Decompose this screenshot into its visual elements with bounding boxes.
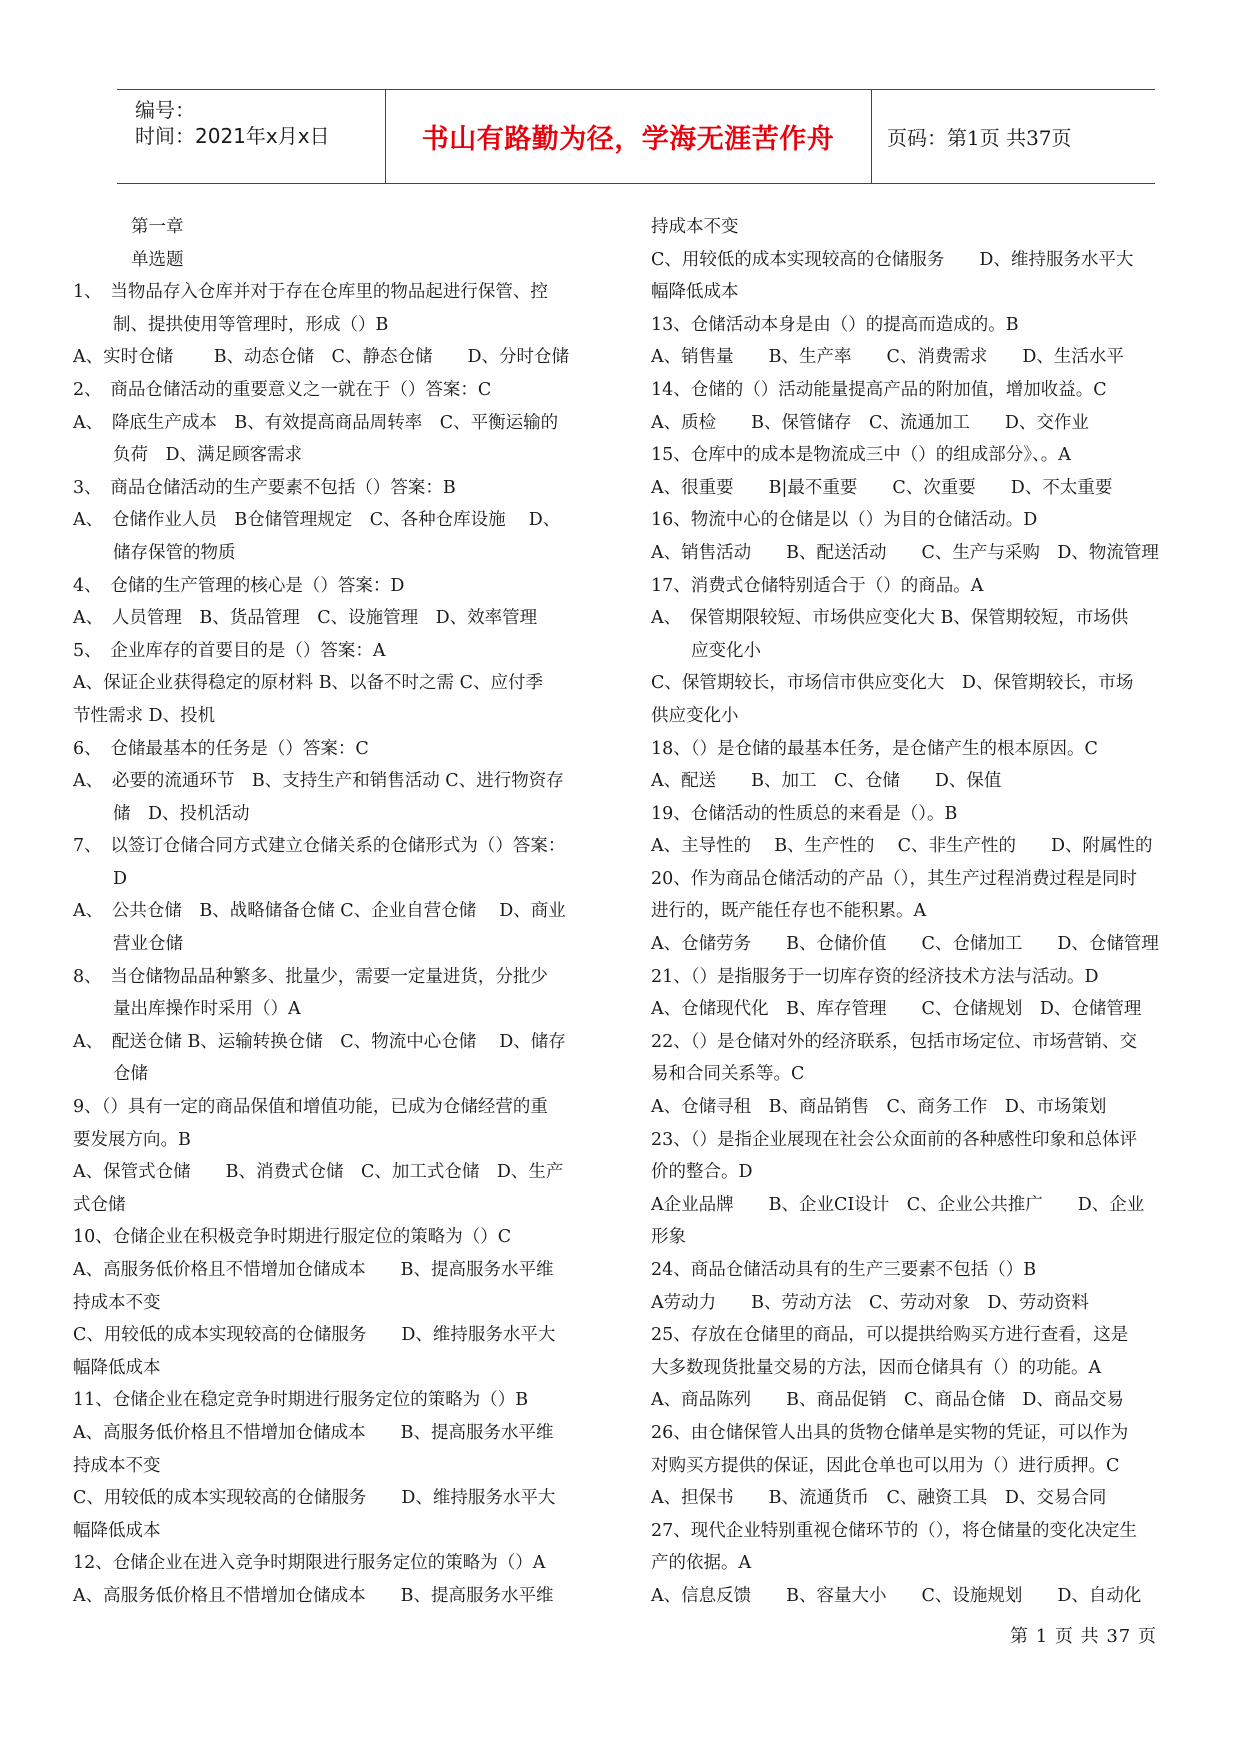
text-line: 负荷 D、满足顾客需求 <box>113 445 303 466</box>
text-line: 10、仓储企业在积极竞争时期进行服定位的策略为（）C <box>73 1227 512 1248</box>
text-line: 12、仓储企业在进入竞争时期限进行服务定位的策略为（）A <box>73 1553 546 1574</box>
text-line: 3、 商品仓储活动的生产要素不包括（）答案：B <box>73 477 456 498</box>
text-line: 6、 仓储最基本的任务是（）答案：C <box>73 738 369 759</box>
text-line: 11、仓储企业在稳定竞争时期进行服务定位的策略为（）B <box>73 1390 529 1411</box>
text-line: A、 公共仓储 B、战略储备仓储 C、企业自营仓储 D、商业 <box>73 901 566 922</box>
text-line: A、高服务低价格且不惜增加仓储成本 B、提高服务水平维 <box>73 1585 554 1606</box>
text-line: 27、现代企业特别重视仓储环节的（），将仓储量的变化决定生 <box>651 1520 1138 1541</box>
text-line: 15、仓库中的成本是物流成三中（）的组成部分》、。A <box>651 445 1071 466</box>
text-line: 持成本不变 <box>651 217 739 237</box>
text-line: 26、由仓储保管人出具的货物仓储单是实物的凭证，可以作为 <box>651 1422 1129 1443</box>
text-line: D <box>113 868 128 889</box>
text-line: 储存保管的物质 <box>113 542 236 563</box>
page-footer: 第 1 页 共 37 页 <box>1010 1626 1157 1647</box>
text-line: A、销售量 B、生产率 C、消费需求 D、生活水平 <box>651 347 1124 368</box>
text-line: 式仓储 <box>73 1194 126 1215</box>
text-line: 量出库操作时采用（）A <box>113 999 301 1020</box>
text-line: A、 必要的流通环节 B、支持生产和销售活动 C、进行物资存 <box>73 771 564 792</box>
text-line: 产的依据。A <box>651 1553 752 1574</box>
page-number-label: 页码：第1页 共37页 <box>887 126 1072 150</box>
text-line: 18、（）是仓储的最基本任务，是仓储产生的根本原因。C <box>651 738 1098 759</box>
text-line: A、高服务低价格且不惜增加仓储成本 B、提高服务水平维 <box>73 1260 554 1280</box>
text-line: C、保管期较长，市场信市供应变化大 D、保管期较长，市场 <box>651 673 1134 694</box>
serial-label: 编号： <box>135 98 195 122</box>
text-line: 幅降低成本 <box>73 1520 161 1541</box>
text-line: 9、（）具有一定的商品保值和增值功能，已成为仓储经营的重 <box>73 1097 548 1118</box>
text-line: A企业品牌 B、企业CI设计 C、企业公共推广 D、企业 <box>651 1194 1145 1215</box>
text-line: 持成本不变 <box>73 1292 161 1313</box>
text-line: 要发展方向。B <box>73 1129 191 1150</box>
motto-text: 书山有路勤为径，学海无涯苦作舟 <box>421 124 835 155</box>
text-line: 4、 仓储的生产管理的核心是（）答案：D <box>73 575 405 596</box>
text-line: A、实时仓储 B、动态仓储 C、静态仓储 D、分时仓储 <box>73 347 569 368</box>
text-line: A、很重要 B|最不重要 C、次重要 D、不太重要 <box>651 477 1113 498</box>
text-line: 节性需求 D、投机 <box>73 705 216 726</box>
text-line: 13、仓储活动本身是由（）的提高而造成的。B <box>651 314 1019 335</box>
text-line: 5、 企业库存的首要目的是（）答案：A <box>73 640 386 661</box>
left-column <box>73 211 598 1613</box>
text-line: C、用较低的成本实现较高的仓储服务 D、维持服务水平大 <box>73 1488 556 1509</box>
text-line: A、销售活动 B、配送活动 C、生产与采购 D、物流管理 <box>651 542 1159 563</box>
text-line: 对购买方提供的保证，因此仓单也可以用为（）进行质押。C <box>651 1455 1120 1476</box>
header-page-cell <box>873 90 1155 183</box>
text-line: 易和合同关系等。C <box>651 1064 805 1085</box>
text-line: 第一章 <box>131 217 184 237</box>
text-line: 21、（）是指服务于一切库存资的经济技术方法与活动。D <box>651 966 1099 987</box>
text-line: A、主导性的 B、生产性的 C、非生产性的 D、附属性的 <box>651 836 1153 857</box>
text-line: A、 保管期限较短、市场供应变化大 B、保管期较短，市场供 <box>651 608 1129 629</box>
text-line: A、质检 B、保管储存 C、流通加工 D、交作业 <box>651 412 1089 433</box>
text-line: A、仓储寻租 B、商品销售 C、商务工作 D、市场策划 <box>651 1097 1107 1118</box>
text-line: 19、仓储活动的性质总的来看是（）。B <box>651 803 958 824</box>
text-line: 价的整合。D <box>651 1162 753 1183</box>
text-line: A、保管式仓储 B、消费式仓储 C、加工式仓储 D、生产 <box>73 1162 564 1183</box>
text-line: 进行的，既产能任存也不能积累。A <box>651 901 927 922</box>
text-line: 幅降低成本 <box>73 1357 161 1378</box>
text-line: C、用较低的成本实现较高的仓储服务 D、维持服务水平大 <box>651 249 1134 270</box>
text-line: 持成本不变 <box>73 1455 161 1476</box>
text-line: A、担保书 B、流通货币 C、融资工具 D、交易合同 <box>651 1488 1107 1509</box>
text-line: 16、物流中心的仓储是以（）为目的仓储活动。D <box>651 510 1038 531</box>
text-line: 仓储 <box>113 1064 148 1085</box>
time-label: 时间：2021年x月x日 <box>135 124 330 148</box>
text-line: 20、作为商品仓储活动的产品（），其生产过程消费过程是同时 <box>651 868 1138 889</box>
text-line: 23、（）是指企业展现在社会公众面前的各种感性印象和总体评 <box>651 1129 1138 1150</box>
text-line: 储 D、投机活动 <box>113 803 250 824</box>
text-line: 8、 当仓储物品品种繁多、批量少，需要一定量进货，分批少 <box>73 966 548 987</box>
text-line: 幅降低成本 <box>651 282 739 303</box>
text-line: 大多数现货批量交易的方法，因而仓储具有（）的功能。A <box>651 1357 1102 1378</box>
text-line: 24、商品仓储活动具有的生产三要素不包括（）B <box>651 1260 1037 1280</box>
text-line: A、仓储劳务 B、仓储价值 C、仓储加工 D、仓储管理 <box>651 934 1159 955</box>
header-meta-cell <box>117 90 386 183</box>
text-line: 1、 当物品存入仓库并对于存在仓库里的物品起进行保管、控 <box>73 282 548 303</box>
text-line: A、保证企业获得稳定的原材料 B、以备不时之需 C、应付季 <box>73 673 544 694</box>
text-line: 14、仓储的（）活动能量提高产品的附加值，增加收益。C <box>651 379 1107 400</box>
text-line: 形象 <box>651 1227 686 1248</box>
text-line: A、 降底生产成本 B、有效提高商品周转率 C、平衡运输的 <box>73 412 559 433</box>
page-header <box>117 89 1155 184</box>
header-motto-cell <box>385 90 872 183</box>
text-line: C、用较低的成本实现较高的仓储服务 D、维持服务水平大 <box>73 1325 556 1346</box>
text-line: 应变化小 <box>691 640 761 661</box>
text-line: 25、存放在仓储里的商品，可以提拱给购买方进行查看，这是 <box>651 1325 1129 1346</box>
text-line: A、商品陈列 B、商品促销 C、商品仓储 D、商品交易 <box>651 1390 1124 1411</box>
text-line: 供应变化小 <box>651 705 739 726</box>
text-line: A、信息反馈 B、容量大小 C、设施规划 D、自动化 <box>651 1585 1142 1606</box>
text-line: 单选题 <box>131 249 184 270</box>
right-column <box>651 211 1166 1613</box>
text-line: A、仓储现代化 B、库存管理 C、仓储规划 D、仓储管理 <box>651 999 1142 1020</box>
text-line: A劳动力 B、劳动方法 C、劳动对象 D、劳动资料 <box>651 1292 1089 1313</box>
text-line: 2、 商品仓储活动的重要意义之一就在于（）答案：C <box>73 379 492 400</box>
text-line: 制、提拱使用等管理时，形成（）B <box>113 314 389 335</box>
text-line: 22、（）是仓储对外的经济联系，包括市场定位、市场营销、交 <box>651 1031 1138 1052</box>
text-line: 营业仓储 <box>113 934 183 955</box>
text-line: A、 仓储作业人员 B仓储管理规定 C、各种仓库设施 D、 <box>73 510 561 531</box>
text-line: 7、 以签订仓储合同方式建立仓储关系的仓储形式为（）答案： <box>73 836 566 857</box>
text-line: A、 人员管理 B、货品管理 C、设施管理 D、效率管理 <box>73 608 538 629</box>
text-line: 17、消费式仓储特别适合于（）的商品。A <box>651 575 984 596</box>
text-line: A、高服务低价格且不惜增加仓储成本 B、提高服务水平维 <box>73 1422 554 1443</box>
text-line: A、配送 B、加工 C、仓储 D、保值 <box>651 771 1002 792</box>
text-line: A、 配送仓储 B、运输转换仓储 C、物流中心仓储 D、储存 <box>73 1031 566 1052</box>
